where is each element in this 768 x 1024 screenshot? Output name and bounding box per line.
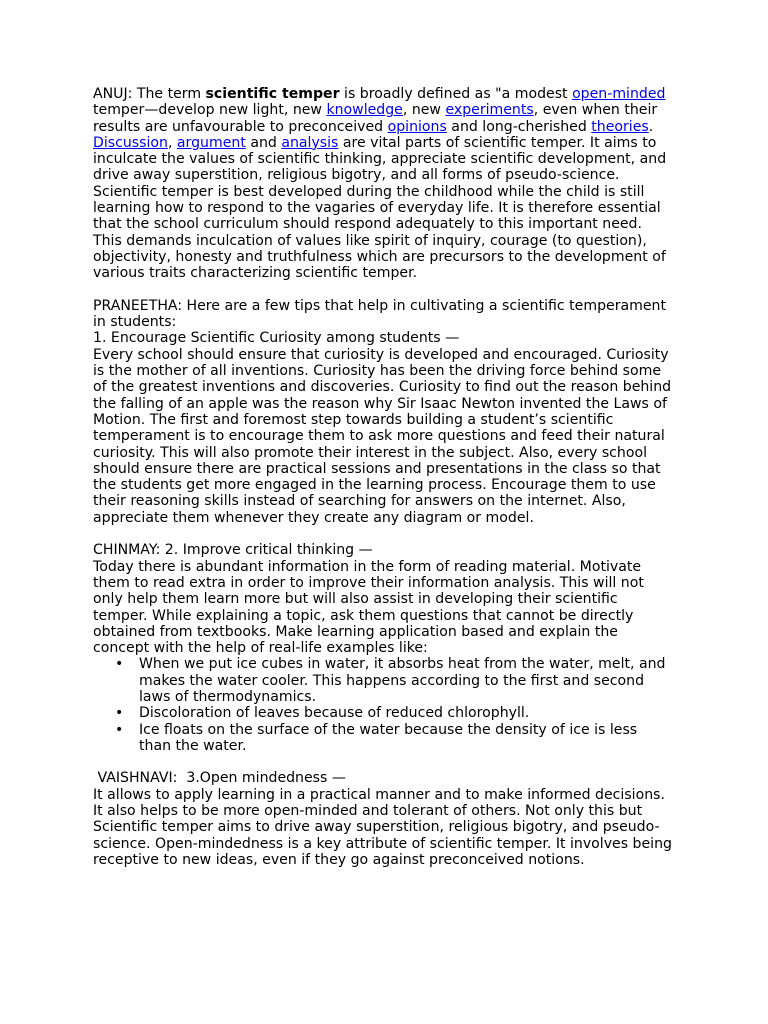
- tip-3-body: It allows to apply learning in a practical manner and to make informed decisions. It also helps to be more open-minded and tolerant of others. Not only this but Scientific temper aims to drive away superstition, religious bigotry, and pseudo-science. Open-mindedness is a key attribute of scientific temper. It involves being receptive to new ideas, even if they go against preconceived notions.: [93, 786, 672, 868]
- paragraph-gap: [93, 526, 673, 542]
- paragraph-gap: [93, 282, 673, 298]
- link-open-minded[interactable]: open-minded: [572, 86, 666, 102]
- link-knowledge[interactable]: knowledge: [326, 102, 403, 119]
- paragraph-gap: [93, 754, 673, 770]
- link-experiments[interactable]: experiments: [445, 102, 534, 119]
- tip-1-body: Every school should ensure that curiosity is developed and encouraged. Curiosity is the mother of all inventions. Curiosity has been the driving force behind some of the greatest inventions and discoveries. Curiosity to find out the reason behind the falling of an apple was the reason why Sir Isaac Newton invented the Laws of Motion. The first and foremost step towards building a student’s scientific temperament is to encourage them to ask more questions and feed their natural curiosity. This will also promote their interest in the subject. Also, every school should ensure there are practical sessions and presentations in the class so that the students get more engaged in the learning process. Encourage them to use their reasoning skills instead of searching for answers on the internet. Also, appreciate them whenever they create any diagram or model.: [93, 346, 672, 526]
- list-item: • Ice floats on the surface of the water because the density of ice is less than the water.: [139, 722, 673, 755]
- tip-2-heading: CHINMAY: 2. Improve critical thinking —: [93, 542, 373, 559]
- list-item: • When we put ice cubes in water, it absorbs heat from the water, melt, and makes the water cooler. This happens according to the first and second laws of thermodynamics.: [139, 656, 673, 705]
- link-discussion[interactable]: Discussion: [93, 134, 168, 151]
- anuj-speaker: ANUJ:: [93, 86, 133, 102]
- link-analysis[interactable]: analysis: [281, 134, 339, 151]
- tip-1-heading: 1. Encourage Scientific Curiosity among students —: [93, 330, 460, 347]
- link-argument[interactable]: argument: [176, 134, 246, 151]
- praneetha-intro: PRANEETHA: Here are a few tips that help in cultivating a scientific temperament in students:: [93, 297, 666, 331]
- scientific-temper-term: scientific temper: [205, 86, 340, 102]
- examples-list: [93, 656, 673, 754]
- list-item: • Discoloration of leaves because of reduced chlorophyll.: [139, 705, 673, 721]
- tip-3-heading: VAISHNAVI: 3.Open mindedness —: [93, 770, 346, 787]
- tip-2-body: Today there is abundant information in the form of reading material. Motivate them to read extra in order to improve their information analysis. This will not only help them learn more but will also assist in developing their scientific temper. While explaining a topic, ask them questions that cannot be directly obtained from textbooks. Make learning application based and explain the concept with the help of real-life examples like:: [93, 558, 644, 657]
- link-theories[interactable]: theories: [591, 118, 649, 135]
- link-opinions[interactable]: opinions: [387, 118, 447, 135]
- document-body: [93, 86, 673, 868]
- anuj-paragraph: ANUJ: The term scientific temper is broadly defined as "a modest open-minded temper—develop new light, new knowledge, new experiments, even when their results are unfavourable to preconceived opinions and long-cherished theories. Discussion, argument and analysis are vital parts of scientific temper. It aims to inculcate the values of scientific thinking, appreciate scientific development, and drive away superstition, religious bigotry, and all forms of pseudo-science. Scientific temper is best developed during the childhood while the child is still learning how to respond to the vagaries of everyday life. It is therefore essential that the school curriculum should respond adequately to this important need. This demands inculcation of values like spirit of inquiry, courage (to question), objectivity, honesty and truthfulness which are precursors to the development of various traits characterizing scientific temper.: [93, 86, 667, 282]
